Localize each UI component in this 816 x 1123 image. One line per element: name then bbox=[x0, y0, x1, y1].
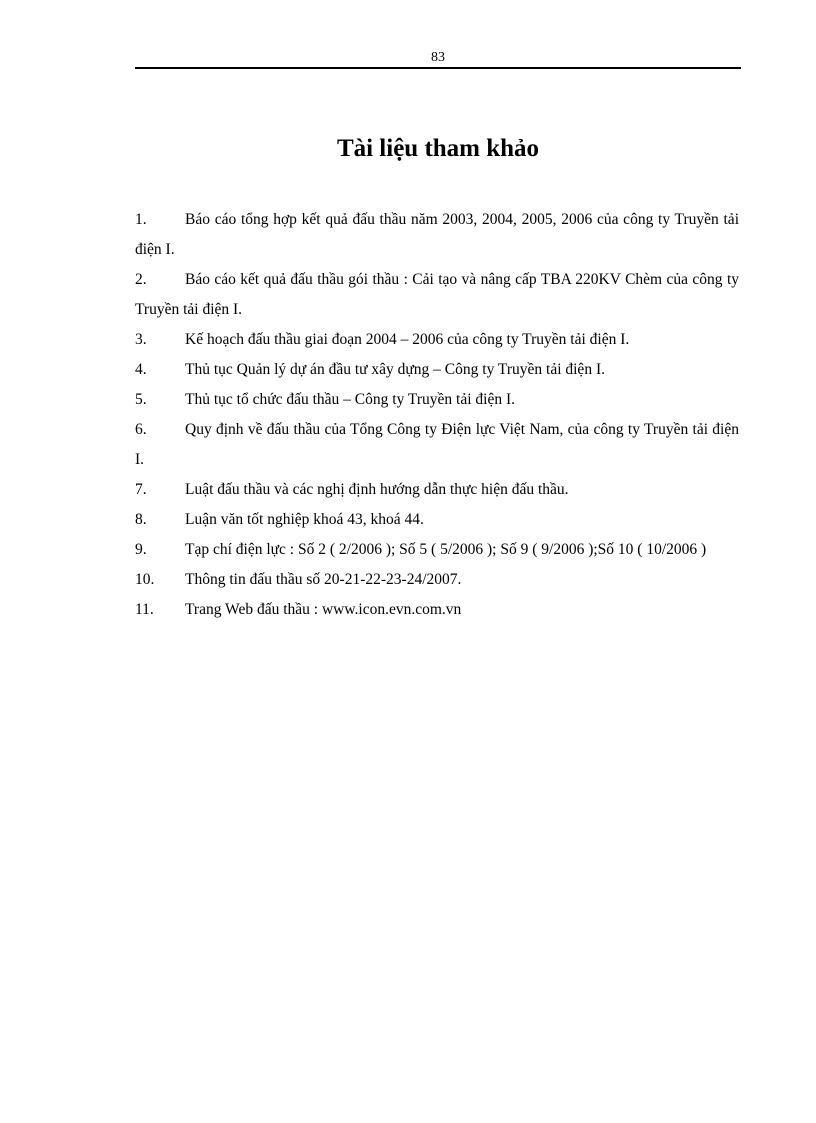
reference-text: Thủ tục tổ chức đấu thầu – Công ty Truyền tải điện I. bbox=[185, 391, 515, 408]
reference-text: Thông tin đấu thầu số 20-21-22-23-24/2007. bbox=[185, 571, 462, 588]
reference-item-3 bbox=[135, 325, 739, 355]
reference-item-10 bbox=[135, 565, 739, 595]
reference-item-1 bbox=[135, 205, 739, 265]
reference-text: Thủ tục Quản lý dự án đầu tư xây dựng – Công ty Truyền tải điện I. bbox=[185, 361, 605, 378]
reference-item-8 bbox=[135, 505, 739, 535]
reference-number: 3. bbox=[135, 331, 147, 348]
reference-text: Quy định về đấu thầu của Tổng Công ty Điện lực Việt Nam, của công ty Truyền tải điện I. bbox=[135, 421, 739, 468]
reference-item-9 bbox=[135, 535, 739, 565]
reference-item-7 bbox=[135, 475, 739, 505]
header-rule bbox=[135, 67, 741, 69]
reference-item-5 bbox=[135, 385, 739, 415]
reference-text: Báo cáo tổng hợp kết quả đấu thầu năm 2003, 2004, 2005, 2006 của công ty Truyền tải điện I. bbox=[135, 211, 739, 258]
reference-text: Luận văn tốt nghiệp khoá 43, khoá 44. bbox=[185, 511, 424, 528]
reference-list bbox=[135, 205, 739, 625]
reference-number: 9. bbox=[135, 541, 147, 558]
page-title: Tài liệu tham khảo bbox=[336, 135, 540, 162]
reference-text: Kế hoạch đấu thầu giai đoạn 2004 – 2006 của công ty Truyền tải điện I. bbox=[185, 331, 630, 348]
reference-text: Tạp chí điện lực : Số 2 ( 2/2006 ); Số 5 ( 5/2006 ); Số 9 ( 9/2006 );Số 10 ( 10/2006 ) bbox=[185, 541, 707, 558]
reference-number: 1. bbox=[135, 211, 147, 228]
page-number: 83 bbox=[431, 50, 445, 65]
reference-number: 5. bbox=[135, 391, 147, 408]
reference-text: Báo cáo kết quả đấu thầu gói thầu : Cải tạo và nâng cấp TBA 220KV Chèm của công ty Truyền tải điện I. bbox=[135, 271, 739, 318]
reference-number: 10. bbox=[135, 571, 155, 588]
reference-text: Trang Web đấu thầu : www.icon.evn.com.vn bbox=[185, 601, 462, 618]
reference-number: 8. bbox=[135, 511, 147, 528]
reference-item-4 bbox=[135, 355, 739, 385]
reference-text: Luật đấu thầu và các nghị định hướng dẫn thực hiện đấu thầu. bbox=[185, 481, 569, 498]
reference-item-11 bbox=[135, 595, 739, 625]
reference-item-2 bbox=[135, 265, 739, 325]
reference-number: 7. bbox=[135, 481, 147, 498]
reference-number: 2. bbox=[135, 271, 147, 288]
reference-number: 6. bbox=[135, 421, 147, 438]
reference-number: 4. bbox=[135, 361, 147, 378]
reference-number: 11. bbox=[135, 601, 154, 618]
reference-item-6 bbox=[135, 415, 739, 475]
